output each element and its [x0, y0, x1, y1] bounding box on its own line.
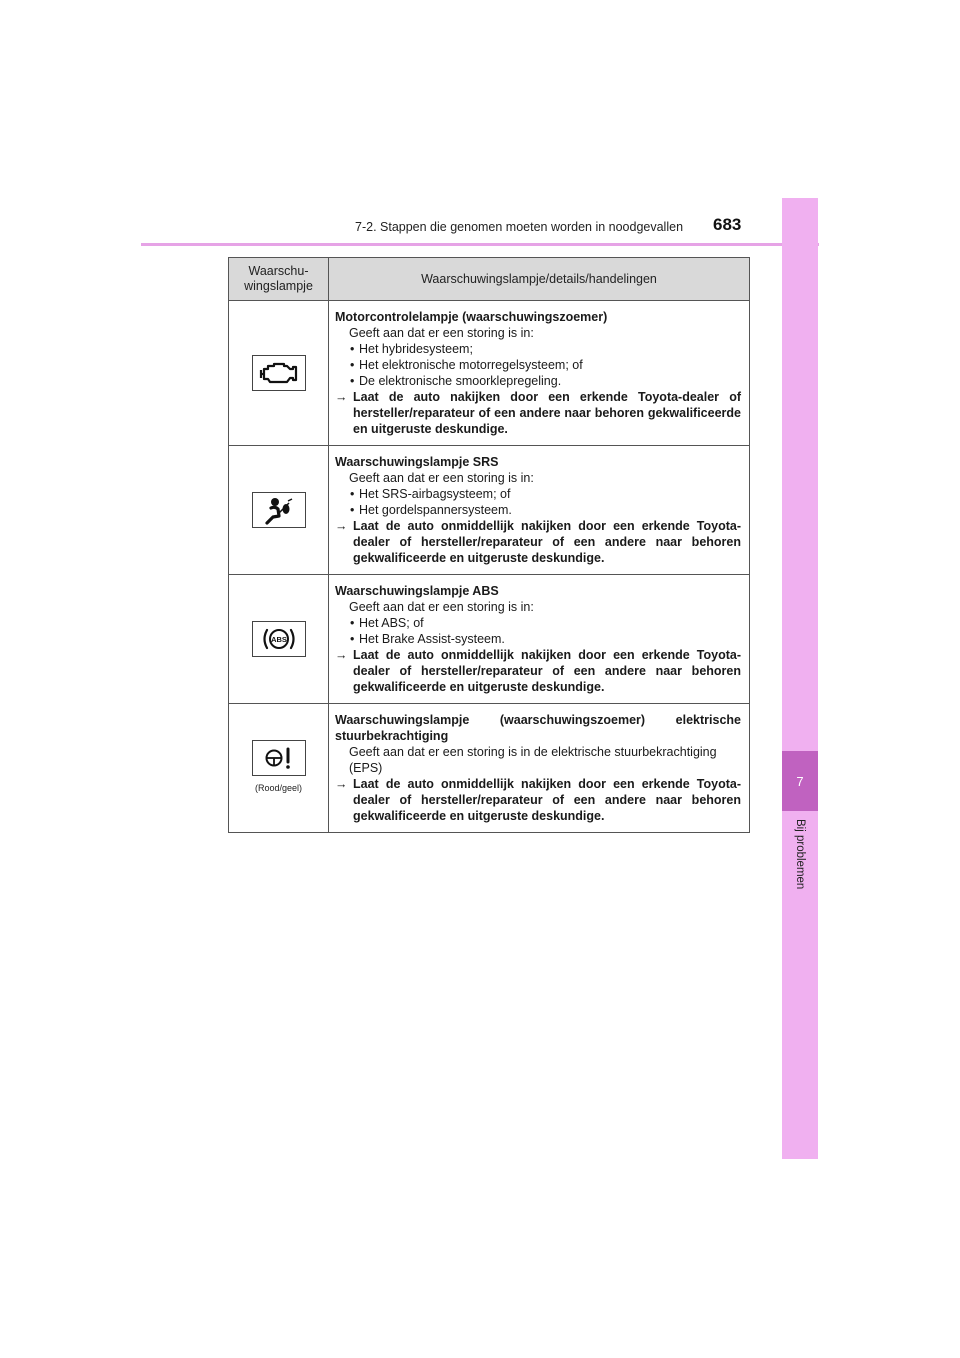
description-cell: [329, 575, 750, 704]
entry-description: Geeft aan dat er een storing is in:: [349, 600, 534, 614]
srs-airbag-icon: [252, 492, 306, 528]
list-item: • Het SRS-airbagsysteem; of: [335, 486, 741, 502]
action-instruction: Laat de auto onmiddellijk nakijken door een erkende Toyota-dealer of hersteller/reparateur of een andere naar behoren gekwalificeerde en uitgeruste deskundige.: [353, 519, 741, 565]
header-rule: [141, 243, 819, 246]
cause-list: [335, 486, 741, 518]
description-cell: [329, 301, 750, 446]
action-instruction: Laat de auto nakijken door een erkende Toyota-dealer of hersteller/reparateur of een andere naar behoren gekwalificeerde en uitgeruste deskundige.: [353, 390, 741, 436]
arrow-icon: →: [335, 390, 348, 404]
cause-list: [335, 615, 741, 647]
warning-light-table: [228, 257, 750, 833]
entry-description: Geeft aan dat er een storing is in de elektrische stuurbekrachtiging (EPS): [349, 745, 717, 775]
list-item: • Het elektronische motorregelsysteem; of: [335, 357, 741, 373]
description-cell: [329, 704, 750, 833]
table-row: [229, 301, 750, 446]
action-text: [335, 776, 741, 824]
list-item: • De elektronische smoorklepregeling.: [335, 373, 741, 389]
column-header-description: Waarschuwingslampje/details/handelingen: [329, 258, 750, 301]
list-item: • Het gordelspannersysteem.: [335, 502, 741, 518]
chapter-label-text: Bij problemen: [794, 819, 806, 890]
entry-title: Waarschuwingslampje SRS: [335, 455, 499, 469]
description-cell: [329, 446, 750, 575]
list-item: • Het Brake Assist-systeem.: [335, 631, 741, 647]
action-instruction: Laat de auto onmiddellijk nakijken door een erkende Toyota-dealer of hersteller/reparateur of een andere naar behoren gekwalificeerde en uitgeruste deskundige.: [353, 777, 741, 823]
steering-warning-icon: [252, 740, 306, 776]
chapter-side-tab[interactable]: [782, 198, 818, 1159]
engine-check-icon: [252, 355, 306, 391]
entry-title: Waarschuwingslampje (waarschuwingszoemer) elektrische stuurbekrachtiging: [335, 713, 741, 743]
arrow-icon: →: [335, 519, 348, 533]
arrow-icon: →: [335, 648, 348, 662]
section-title: 7-2. Stappen die genomen moeten worden in noodgevallen: [355, 220, 684, 234]
list-item: • Het hybridesysteem;: [335, 341, 741, 357]
column-header-icon-text: Waarschu- wingslampje: [244, 264, 313, 293]
table-row: [229, 575, 750, 704]
column-header-icon: [229, 258, 329, 301]
icon-cell: [229, 446, 329, 575]
icon-cell: [229, 704, 329, 833]
table-header-row: [229, 258, 750, 301]
table-row: [229, 704, 750, 833]
abs-icon: [252, 621, 306, 657]
cause-list: [335, 341, 741, 389]
arrow-icon: →: [335, 777, 348, 791]
entry-description: Geeft aan dat er een storing is in:: [349, 471, 534, 485]
action-instruction: Laat de auto onmiddellijk nakijken door een erkende Toyota-dealer of hersteller/reparateur of een andere naar behoren gekwalificeerde en uitgeruste deskundige.: [353, 648, 741, 694]
icon-cell: [229, 575, 329, 704]
action-text: [335, 647, 741, 695]
action-text: [335, 518, 741, 566]
entry-title: Waarschuwingslampje ABS: [335, 584, 499, 598]
list-item: • Het ABS; of: [335, 615, 741, 631]
abs-icon-label: ABS: [270, 635, 287, 644]
entry-description: Geeft aan dat er een storing is in:: [349, 326, 534, 340]
icon-cell: [229, 301, 329, 446]
action-text: [335, 389, 741, 437]
chapter-number[interactable]: 7: [782, 751, 818, 811]
entry-title: Motorcontrolelampje (waarschuwingszoemer): [335, 310, 608, 324]
icon-caption: (Rood/geel): [254, 783, 303, 793]
chapter-label: [782, 811, 818, 931]
table-row: [229, 446, 750, 575]
page-number: 683: [713, 215, 742, 234]
